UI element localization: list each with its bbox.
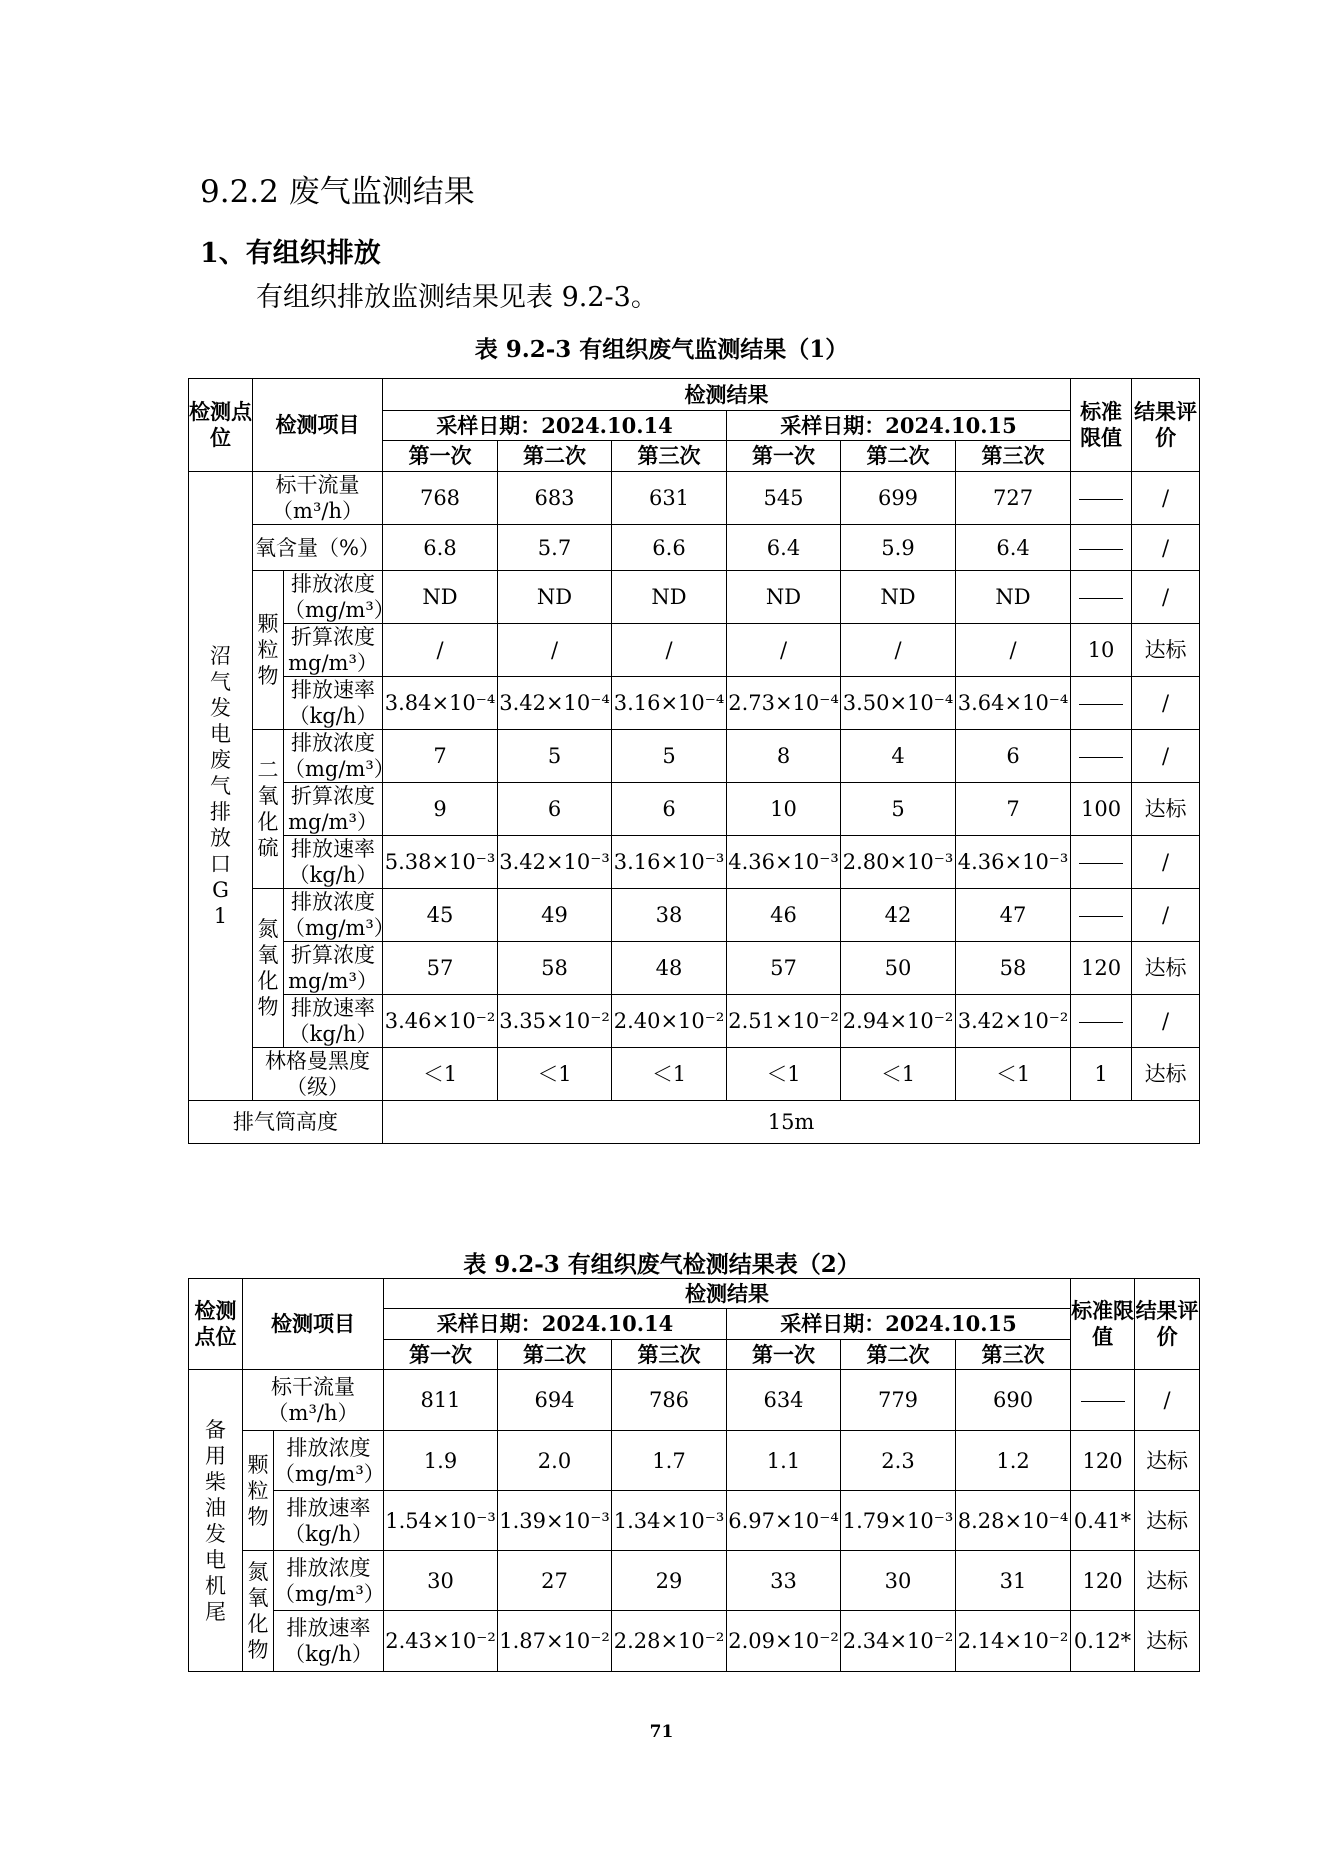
item-name: 排放浓度 <box>286 1555 371 1580</box>
subsection-title: 1、有组织排放 <box>200 238 381 269</box>
value-cell: 727 <box>956 472 1071 525</box>
value-cell: 6.8 <box>383 525 498 571</box>
table-row <box>189 1551 1200 1611</box>
dash-line <box>1079 916 1123 917</box>
value-cell: 2.80×10⁻³ <box>841 836 956 889</box>
value-cell: 6 <box>498 783 612 836</box>
value-cell: 690 <box>956 1370 1071 1431</box>
item-cell <box>274 1491 384 1551</box>
header-date: 采样日期：2024.10.14 <box>384 1309 727 1340</box>
pollutant-group-text: 氮氧化物 <box>257 917 279 1019</box>
dash-line <box>1079 863 1123 864</box>
value-cell: 634 <box>727 1370 841 1431</box>
value-cell: / <box>383 624 498 677</box>
limit-cell: 120 <box>1071 1431 1135 1491</box>
value-cell: 2.0 <box>498 1431 612 1491</box>
stack-height-value: 15m <box>383 1101 1200 1144</box>
item-unit: （kg/h） <box>288 1022 378 1046</box>
value-cell: 6 <box>612 783 727 836</box>
limit-cell <box>1071 472 1132 525</box>
table-row <box>189 571 1200 624</box>
table-row <box>189 1491 1200 1551</box>
header-run: 第三次 <box>956 1340 1071 1370</box>
value-cell: 631 <box>612 472 727 525</box>
value-cell: 30 <box>841 1551 956 1611</box>
pollutant-group <box>253 730 284 889</box>
value-cell: 699 <box>841 472 956 525</box>
value-cell: 5 <box>498 730 612 783</box>
item-name: 排放速率 <box>291 996 375 1020</box>
limit-cell <box>1071 889 1132 942</box>
item-unit: （mg/m³） <box>274 1461 385 1486</box>
item-cell <box>274 1431 384 1491</box>
limit-cell: 10 <box>1071 624 1132 677</box>
value-cell: 58 <box>956 942 1071 995</box>
value-cell: 5 <box>612 730 727 783</box>
dash-line <box>1079 757 1123 758</box>
value-cell: 3.16×10⁻³ <box>612 836 727 889</box>
item-unit: mg/m³） <box>288 651 378 675</box>
item-cell <box>284 836 383 889</box>
limit-cell <box>1071 995 1132 1048</box>
value-cell: 29 <box>612 1551 727 1611</box>
item-unit: （kg/h） <box>288 863 378 887</box>
value-cell: 3.50×10⁻⁴ <box>841 677 956 730</box>
header-item: 检测项目 <box>253 379 383 472</box>
value-cell: 1.87×10⁻² <box>498 1611 612 1672</box>
value-cell: 47 <box>956 889 1071 942</box>
item-cell <box>284 571 395 624</box>
section-title: 9.2.2 废气监测结果 <box>200 174 475 210</box>
item-name: 折算浓度 <box>291 625 375 649</box>
item-unit: （kg/h） <box>284 1521 373 1546</box>
table-row <box>189 1370 1200 1431</box>
value-cell: ＜1 <box>383 1048 498 1101</box>
item-name: 排放浓度 <box>291 731 375 755</box>
item-name: 排放速率 <box>286 1616 371 1640</box>
value-cell: ND <box>612 571 727 624</box>
header-date: 采样日期：2024.10.14 <box>383 411 727 441</box>
value-cell: 45 <box>383 889 498 942</box>
pollutant-group-text: 颗粒物 <box>257 612 279 688</box>
value-cell: 8.28×10⁻⁴ <box>956 1491 1071 1551</box>
item-unit: （级） <box>286 1075 349 1099</box>
header-run: 第三次 <box>612 1340 727 1370</box>
eval-cell: 达标 <box>1135 1611 1200 1672</box>
value-cell: ND <box>727 571 841 624</box>
value-cell: 786 <box>612 1370 727 1431</box>
eval-cell: / <box>1132 472 1200 525</box>
value-cell: ＜1 <box>956 1048 1071 1101</box>
value-cell: 6.4 <box>727 525 841 571</box>
pollutant-group-text: 二氧化硫 <box>257 758 279 860</box>
table1 <box>188 378 1200 1144</box>
value-cell: ＜1 <box>612 1048 727 1101</box>
pollutant-group-text: 颗粒物 <box>247 1452 269 1529</box>
value-cell: 1.54×10⁻³ <box>384 1491 498 1551</box>
value-cell: 33 <box>727 1551 841 1611</box>
value-cell: 6.4 <box>956 525 1071 571</box>
header-run: 第一次 <box>727 1340 841 1370</box>
eval-cell: / <box>1135 1370 1200 1431</box>
dash-line <box>1079 704 1123 705</box>
value-cell: ND <box>498 571 612 624</box>
value-cell: ND <box>841 571 956 624</box>
value-cell: 2.94×10⁻² <box>841 995 956 1048</box>
limit-cell <box>1071 525 1132 571</box>
item-name: 林格曼黑度 <box>265 1049 370 1073</box>
item-unit: （mg/m³） <box>284 598 395 622</box>
item-unit: （mg/m³） <box>284 916 395 940</box>
value-cell: 3.42×10⁻² <box>956 995 1071 1048</box>
item-name: 标干流量 <box>275 473 360 497</box>
value-cell: 1.2 <box>956 1431 1071 1491</box>
table-row <box>189 942 1200 995</box>
item-cell <box>284 995 383 1048</box>
header-point: 检测点位 <box>189 379 253 472</box>
header-run: 第一次 <box>384 1340 498 1370</box>
value-cell: 2.14×10⁻² <box>956 1611 1071 1672</box>
value-cell: 2.51×10⁻² <box>727 995 841 1048</box>
value-cell: 2.28×10⁻² <box>612 1611 727 1672</box>
value-cell: 38 <box>612 889 727 942</box>
value-cell: 3.64×10⁻⁴ <box>956 677 1071 730</box>
value-cell: 1.34×10⁻³ <box>612 1491 727 1551</box>
pollutant-group <box>243 1431 274 1551</box>
table-row <box>189 472 1200 525</box>
value-cell: 6.97×10⁻⁴ <box>727 1491 841 1551</box>
dash-line <box>1079 1022 1123 1023</box>
value-cell: 10 <box>727 783 841 836</box>
header-run: 第二次 <box>498 441 612 472</box>
limit-cell: 0.12* <box>1071 1611 1135 1672</box>
value-cell: 5.38×10⁻³ <box>383 836 498 889</box>
value-cell: 3.35×10⁻² <box>498 995 612 1048</box>
table-row <box>189 889 1200 942</box>
value-cell: 4 <box>841 730 956 783</box>
value-cell: 683 <box>498 472 612 525</box>
item-cell <box>284 942 383 995</box>
limit-cell <box>1071 571 1132 624</box>
pollutant-group <box>253 571 284 730</box>
location-cell <box>189 1370 243 1672</box>
table-row <box>189 730 1200 783</box>
table-row <box>189 525 1200 571</box>
item-cell <box>284 730 395 783</box>
eval-cell: / <box>1132 995 1200 1048</box>
eval-cell: 达标 <box>1132 1048 1200 1101</box>
value-cell: 1.7 <box>612 1431 727 1491</box>
item-cell <box>284 624 383 677</box>
value-cell: 1.39×10⁻³ <box>498 1491 612 1551</box>
item-unit: （kg/h） <box>284 1642 373 1666</box>
limit-cell: 100 <box>1071 783 1132 836</box>
page-number: 71 <box>649 1722 674 1742</box>
intro-paragraph: 有组织排放监测结果见表 9.2-3。 <box>256 282 658 313</box>
header-item: 检测项目 <box>243 1279 384 1370</box>
header-run: 第一次 <box>727 441 841 472</box>
value-cell: 7 <box>956 783 1071 836</box>
dash-line <box>1079 598 1123 599</box>
item-cell <box>253 525 383 571</box>
limit-cell <box>1071 677 1132 730</box>
value-cell: 57 <box>727 942 841 995</box>
value-cell: 2.09×10⁻² <box>727 1611 841 1672</box>
header-run: 第一次 <box>383 441 498 472</box>
value-cell: 9 <box>383 783 498 836</box>
item-name: 排放速率 <box>286 1495 371 1520</box>
value-cell: / <box>612 624 727 677</box>
value-cell: 4.36×10⁻³ <box>956 836 1071 889</box>
value-cell: 6 <box>956 730 1071 783</box>
limit-cell: 0.41* <box>1071 1491 1135 1551</box>
eval-cell: 达标 <box>1132 783 1200 836</box>
item-name: 排放速率 <box>291 678 375 702</box>
limit-cell: 120 <box>1071 1551 1135 1611</box>
value-cell: 3.42×10⁻⁴ <box>498 677 612 730</box>
item-cell <box>284 889 395 942</box>
value-cell: / <box>498 624 612 677</box>
eval-cell: / <box>1132 677 1200 730</box>
pollutant-group <box>253 889 284 1048</box>
item-unit: （m³/h） <box>267 1401 359 1425</box>
item-unit: （mg/m³） <box>274 1581 385 1606</box>
value-cell: 694 <box>498 1370 612 1431</box>
value-cell: 4.36×10⁻³ <box>727 836 841 889</box>
value-cell: 2.43×10⁻² <box>384 1611 498 1672</box>
location-cell-text: 备用柴油发电机尾 <box>204 1417 226 1624</box>
stack-height-label: 排气筒高度 <box>189 1101 383 1144</box>
item-unit: （mg/m³） <box>284 757 395 781</box>
item-name: 折算浓度 <box>291 943 375 967</box>
item-cell <box>253 1048 383 1101</box>
header-result: 检测结果 <box>383 379 1071 411</box>
value-cell: 2.3 <box>841 1431 956 1491</box>
header-limit: 标准限值 <box>1071 1279 1135 1370</box>
item-name: 排放浓度 <box>291 890 375 914</box>
value-cell: 27 <box>498 1551 612 1611</box>
table2-body <box>189 1370 1200 1672</box>
table-row <box>189 1048 1200 1101</box>
value-cell: 3.16×10⁻⁴ <box>612 677 727 730</box>
pollutant-group <box>243 1551 274 1672</box>
item-name: 排放浓度 <box>286 1435 371 1460</box>
value-cell: 1.79×10⁻³ <box>841 1491 956 1551</box>
header-run: 第二次 <box>498 1340 612 1370</box>
value-cell: 2.34×10⁻² <box>841 1611 956 1672</box>
item-cell <box>284 677 383 730</box>
header-point: 检测点位 <box>189 1279 243 1370</box>
header-limit: 标准限值 <box>1071 379 1132 472</box>
limit-cell <box>1071 1370 1135 1431</box>
item-cell <box>243 1370 384 1431</box>
value-cell: 30 <box>384 1551 498 1611</box>
value-cell: 42 <box>841 889 956 942</box>
value-cell: 811 <box>384 1370 498 1431</box>
dash-line <box>1079 499 1123 500</box>
value-cell: 1.9 <box>384 1431 498 1491</box>
value-cell: 50 <box>841 942 956 995</box>
eval-cell: / <box>1132 889 1200 942</box>
value-cell: 779 <box>841 1370 956 1431</box>
item-name: 氧含量（%） <box>255 535 380 560</box>
location-cell <box>189 472 253 1101</box>
item-unit: mg/m³） <box>288 969 378 993</box>
eval-cell: 达标 <box>1132 624 1200 677</box>
table-row <box>189 677 1200 730</box>
item-unit: （kg/h） <box>288 704 378 728</box>
limit-cell <box>1071 730 1132 783</box>
value-cell: 6.6 <box>612 525 727 571</box>
value-cell: 768 <box>383 472 498 525</box>
header-run: 第二次 <box>841 1340 956 1370</box>
eval-cell: / <box>1132 730 1200 783</box>
limit-cell <box>1071 836 1132 889</box>
header-run: 第二次 <box>841 441 956 472</box>
value-cell: 8 <box>727 730 841 783</box>
eval-cell: 达标 <box>1132 942 1200 995</box>
table2 <box>188 1278 1200 1672</box>
table1-caption: 表 9.2-3 有组织废气监测结果（1） <box>474 336 849 363</box>
dash-line <box>1079 549 1123 550</box>
value-cell: ＜1 <box>727 1048 841 1101</box>
location-cell-text: 沼气发电废气排放口G1 <box>209 644 231 928</box>
limit-cell: 1 <box>1071 1048 1132 1101</box>
value-cell: / <box>841 624 956 677</box>
item-cell <box>274 1551 384 1611</box>
header-eval: 结果评价 <box>1132 379 1200 472</box>
value-cell: 5 <box>841 783 956 836</box>
table-row <box>189 1431 1200 1491</box>
header-result: 检测结果 <box>384 1279 1071 1309</box>
item-unit: mg/m³） <box>288 810 378 834</box>
value-cell: ND <box>956 571 1071 624</box>
item-name: 标干流量 <box>271 1375 355 1399</box>
dash-line <box>1081 1401 1125 1402</box>
value-cell: 5.7 <box>498 525 612 571</box>
value-cell: 46 <box>727 889 841 942</box>
value-cell: 1.1 <box>727 1431 841 1491</box>
value-cell: 31 <box>956 1551 1071 1611</box>
value-cell: ND <box>383 571 498 624</box>
item-cell <box>284 783 383 836</box>
item-name: 折算浓度 <box>291 784 375 808</box>
table-row <box>189 783 1200 836</box>
value-cell: ＜1 <box>841 1048 956 1101</box>
value-cell: 7 <box>383 730 498 783</box>
eval-cell: 达标 <box>1135 1491 1200 1551</box>
header-date: 采样日期：2024.10.15 <box>727 1309 1071 1340</box>
eval-cell: / <box>1132 525 1200 571</box>
value-cell: 49 <box>498 889 612 942</box>
value-cell: 3.46×10⁻² <box>383 995 498 1048</box>
table-row <box>189 836 1200 889</box>
header-run: 第三次 <box>956 441 1071 472</box>
header-eval: 结果评价 <box>1135 1279 1200 1370</box>
value-cell: 2.40×10⁻² <box>612 995 727 1048</box>
value-cell: 57 <box>383 942 498 995</box>
value-cell: 545 <box>727 472 841 525</box>
table-row <box>189 624 1200 677</box>
table-row <box>189 995 1200 1048</box>
eval-cell: 达标 <box>1135 1551 1200 1611</box>
header-date: 采样日期：2024.10.15 <box>727 411 1071 441</box>
value-cell: / <box>956 624 1071 677</box>
item-cell <box>274 1611 384 1672</box>
item-cell <box>253 472 383 525</box>
table-row <box>189 1611 1200 1672</box>
value-cell: / <box>727 624 841 677</box>
header-run: 第三次 <box>612 441 727 472</box>
limit-cell: 120 <box>1071 942 1132 995</box>
value-cell: 3.84×10⁻⁴ <box>383 677 498 730</box>
value-cell: 58 <box>498 942 612 995</box>
pollutant-group-text: 氮氧化物 <box>247 1560 269 1662</box>
item-name: 排放浓度 <box>291 572 375 596</box>
value-cell: 3.42×10⁻³ <box>498 836 612 889</box>
item-unit: （m³/h） <box>272 499 363 523</box>
eval-cell: / <box>1132 571 1200 624</box>
value-cell: 2.73×10⁻⁴ <box>727 677 841 730</box>
table2-caption: 表 9.2-3 有组织废气检测结果表（2） <box>463 1251 860 1278</box>
table1-body <box>189 472 1200 1101</box>
value-cell: ＜1 <box>498 1048 612 1101</box>
eval-cell: 达标 <box>1135 1431 1200 1491</box>
eval-cell: / <box>1132 836 1200 889</box>
value-cell: 48 <box>612 942 727 995</box>
item-name: 排放速率 <box>291 837 375 861</box>
value-cell: 5.9 <box>841 525 956 571</box>
